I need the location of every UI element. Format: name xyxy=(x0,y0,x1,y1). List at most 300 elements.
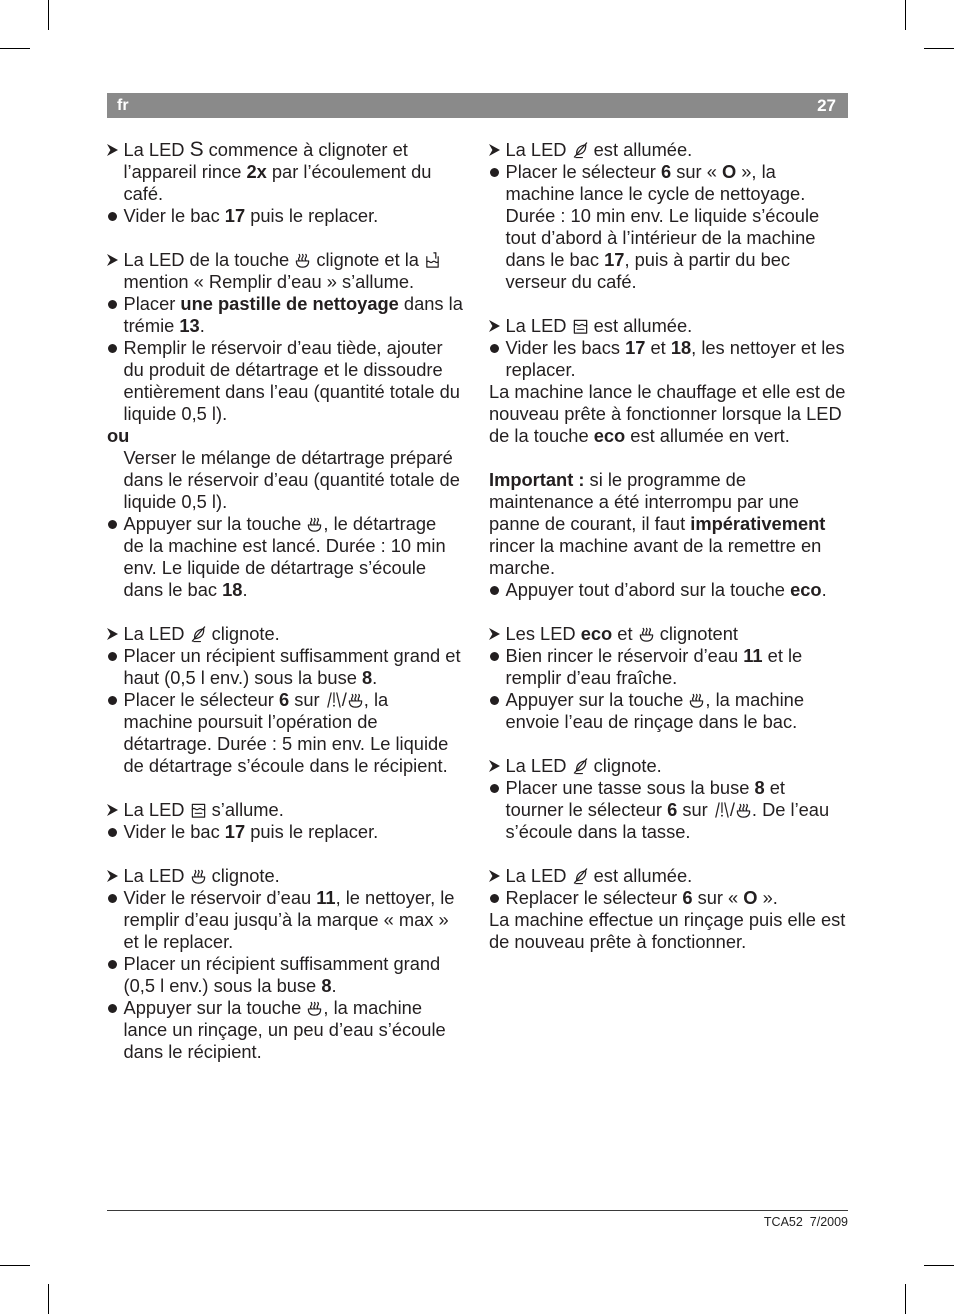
text-line xyxy=(489,403,849,425)
text-line xyxy=(506,139,850,161)
clean-icon xyxy=(190,625,207,643)
alternative-instruction xyxy=(107,425,470,513)
text-run: café. xyxy=(123,183,164,204)
text-line xyxy=(124,865,470,887)
step-item xyxy=(489,887,849,909)
text-line xyxy=(489,909,849,931)
text-run: sur « xyxy=(692,887,744,908)
text-run: de la touche xyxy=(489,425,594,446)
text-line xyxy=(506,249,850,271)
text-run: Replacer le sélecteur xyxy=(505,887,683,908)
text-run: . xyxy=(372,667,378,688)
result-item xyxy=(489,315,849,337)
text-run: La machine effectue un rinçage puis elle est xyxy=(489,909,846,930)
text-run: sur xyxy=(677,799,713,820)
text-run: La LED xyxy=(505,139,572,160)
text-run: Bien rincer le réservoir d’eau xyxy=(505,645,744,666)
text-run: machine poursuit l’opération de xyxy=(123,711,378,732)
text-line xyxy=(124,293,470,315)
text-run: Durée : 10 min env. Le liquide s’écoule xyxy=(505,205,820,226)
text-line xyxy=(489,535,849,557)
text-run: . xyxy=(821,579,827,600)
alternative-label xyxy=(107,425,469,447)
text-run: machine lance le cycle de nettoyage. xyxy=(505,183,806,204)
text-line xyxy=(506,315,850,337)
text-run: maintenance a été interrompu par une xyxy=(489,491,799,512)
text-run: clignote. xyxy=(206,865,280,886)
text-line xyxy=(506,667,850,689)
step-item xyxy=(107,689,469,777)
text-line xyxy=(506,755,850,777)
crop-mark xyxy=(924,1265,954,1266)
text-run: La LED xyxy=(505,865,572,886)
text-run: ». xyxy=(757,887,778,908)
text-run: . xyxy=(331,975,337,996)
step-item xyxy=(489,337,849,381)
bullet-icon xyxy=(108,696,117,705)
bold-text: 6 xyxy=(660,161,672,182)
text-line xyxy=(506,161,850,183)
text-line xyxy=(124,315,470,337)
steam-icon xyxy=(325,691,342,709)
text-run: Placer un récipient suffisamment grand et xyxy=(123,645,461,666)
arrow-icon xyxy=(107,870,118,882)
bold-text: impérativement xyxy=(690,513,826,534)
text-run: verseur du café. xyxy=(505,271,637,292)
bold-text: Important : xyxy=(489,469,585,490)
text-run: lance un rinçage, un peu d’eau s’écoule xyxy=(123,1019,446,1040)
bold-text: 13 xyxy=(179,315,200,336)
text-line xyxy=(506,623,850,645)
text-run: sur « xyxy=(671,161,722,182)
text-line xyxy=(124,645,470,667)
text-run: , le détartrage xyxy=(323,513,437,534)
text-line xyxy=(506,337,850,359)
text-line xyxy=(124,359,470,381)
text-run: envoie l’eau de rinçage dans le bac. xyxy=(505,711,798,732)
text-run: et xyxy=(764,777,785,798)
text-line xyxy=(124,205,470,227)
result-item xyxy=(489,865,849,887)
text-line xyxy=(124,183,470,205)
text-line xyxy=(124,139,470,161)
bold-text: 8 xyxy=(321,975,332,996)
text-line xyxy=(489,513,849,535)
bullet-icon xyxy=(108,344,117,353)
language-code: fr xyxy=(117,97,129,114)
text-run: et le xyxy=(762,645,803,666)
text-run: de nouveau prête à fonctionner. xyxy=(489,931,747,952)
crop-mark xyxy=(0,1265,30,1266)
instruction-group xyxy=(489,469,849,601)
page-number: 27 xyxy=(817,96,836,115)
text-line xyxy=(124,557,470,579)
text-run: et xyxy=(645,337,671,358)
text-run: remplir d’eau fraîche. xyxy=(505,667,678,688)
bold-text: 18 xyxy=(670,337,692,358)
right-column xyxy=(489,139,849,953)
text-run: Vider le bac xyxy=(123,205,225,226)
arrow-icon xyxy=(489,628,500,640)
step-item xyxy=(489,579,849,601)
clean-icon xyxy=(572,141,589,159)
instruction-group xyxy=(107,623,469,777)
result-item xyxy=(107,799,469,821)
text-run: Placer un récipient suffisamment grand xyxy=(123,953,441,974)
text-line xyxy=(489,425,849,447)
bullet-icon xyxy=(490,652,499,661)
crop-mark xyxy=(48,0,49,30)
text-run: . xyxy=(199,315,205,336)
text-run: par l’écoulement du xyxy=(266,161,432,182)
text-run: Verser le mélange de détartrage préparé xyxy=(123,447,453,468)
bullet-icon xyxy=(108,828,117,837)
text-line xyxy=(124,997,470,1019)
note-paragraph xyxy=(489,909,849,953)
bold-text: 17 xyxy=(625,337,646,358)
page-header-bar xyxy=(107,93,848,118)
text-run: et xyxy=(612,623,638,644)
step-item xyxy=(107,337,469,513)
bold-text: eco xyxy=(593,425,626,446)
alternative-label-text: ou xyxy=(107,425,130,446)
text-run: , la xyxy=(363,689,389,710)
bullet-icon xyxy=(108,894,117,903)
text-run: clignote. xyxy=(206,623,280,644)
step-item xyxy=(489,645,849,689)
text-run: dans le bac xyxy=(505,249,605,270)
text-line xyxy=(489,469,849,491)
descale-icon xyxy=(190,867,207,885)
bold-text: une pastille de nettoyage xyxy=(180,293,399,314)
text-run: est allumée. xyxy=(588,315,693,336)
step-item xyxy=(107,953,469,997)
text-line xyxy=(489,381,849,403)
text-run: liquide 0,5 l). xyxy=(123,403,228,424)
bullet-icon xyxy=(108,520,117,529)
text-run: (0,5 l env.) sous la buse xyxy=(123,975,322,996)
arrow-icon xyxy=(489,870,500,882)
step-item xyxy=(107,821,469,843)
text-run: Appuyer sur la touche xyxy=(123,513,307,534)
text-line xyxy=(506,227,850,249)
text-run: puis le replacer. xyxy=(245,821,379,842)
text-line xyxy=(124,513,470,535)
text-run: replacer. xyxy=(505,359,576,380)
text-run: La LED xyxy=(123,799,190,820)
text-run: , le nettoyer, le xyxy=(335,887,455,908)
s-symbol: S xyxy=(189,138,204,161)
text-line xyxy=(506,799,850,821)
text-run: La LED xyxy=(505,755,572,776)
text-line xyxy=(489,557,849,579)
text-line xyxy=(506,271,850,293)
bold-text: 18 xyxy=(222,579,243,600)
text-run: si le programme de xyxy=(584,469,747,490)
text-run: Appuyer sur la touche xyxy=(505,689,689,710)
descale-icon xyxy=(306,515,323,533)
text-run: l’appareil rince xyxy=(123,161,247,182)
text-line xyxy=(124,755,470,777)
crop-mark xyxy=(48,1284,49,1314)
text-run: puis le replacer. xyxy=(245,205,379,226)
bullet-icon xyxy=(108,1004,117,1013)
text-run: tout d’abord à l’intérieur de la machine xyxy=(505,227,816,248)
text-run: dans la xyxy=(398,293,463,314)
text-run: Vider le bac xyxy=(123,821,225,842)
bold-text: 6 xyxy=(682,887,693,908)
text-run: dans le réservoir d’eau (quantité totale de xyxy=(123,469,460,490)
text-line xyxy=(124,667,470,689)
text-line xyxy=(124,799,470,821)
text-run: mention « Remplir d’eau » s’allume. xyxy=(123,271,415,292)
text-line xyxy=(124,337,470,359)
crop-mark xyxy=(905,1284,906,1314)
text-run: de la machine est lancé. Durée : 10 min xyxy=(123,535,446,556)
text-run: env. Le liquide de détartrage s’écoule xyxy=(123,557,427,578)
water-tank-icon xyxy=(424,251,441,269)
text-run: commence à clignoter et xyxy=(203,139,408,160)
text-run: marche. xyxy=(489,557,556,578)
text-run: / xyxy=(729,799,735,820)
descale-icon xyxy=(688,691,705,709)
arrow-icon xyxy=(107,254,118,266)
text-run: La LED xyxy=(123,865,190,886)
text-run: haut (0,5 l env.) sous la buse xyxy=(123,667,362,688)
step-item xyxy=(107,887,469,953)
footer-date: 7/2009 xyxy=(809,1215,848,1229)
result-item xyxy=(107,623,469,645)
drip-tray-icon xyxy=(190,801,207,819)
text-line xyxy=(489,491,849,513)
bold-text: 11 xyxy=(743,645,763,666)
text-run: est allumée. xyxy=(588,865,693,886)
text-run: rincer la machine avant de la remettre en xyxy=(489,535,822,556)
text-run: entièrement dans l’eau (quantité totale du xyxy=(123,381,460,402)
footer-rule xyxy=(107,1210,848,1211)
crop-mark xyxy=(0,48,30,49)
bold-text: 8 xyxy=(361,667,373,688)
text-run: Appuyer sur la touche xyxy=(123,997,307,1018)
text-run: La machine lance le chauffage et elle est de xyxy=(489,381,846,402)
text-line xyxy=(489,931,849,953)
left-column xyxy=(107,139,469,1063)
text-line xyxy=(124,469,470,491)
text-run: détartrage. Durée : 5 min env. Le liquide xyxy=(123,733,449,754)
bold-text: O xyxy=(721,161,737,182)
text-run: La LED de la touche xyxy=(123,249,295,270)
instruction-group xyxy=(489,623,849,733)
text-run: La LED xyxy=(505,315,572,336)
text-run: Vider les bacs xyxy=(505,337,626,358)
bullet-icon xyxy=(108,652,117,661)
text-run: , puis à partir du bec xyxy=(624,249,791,270)
text-run: La LED xyxy=(123,623,190,644)
bold-text: 6 xyxy=(278,689,290,710)
instruction-group xyxy=(489,315,849,447)
text-run: , les nettoyer et les xyxy=(691,337,845,358)
arrow-icon xyxy=(489,144,500,156)
step-item xyxy=(107,645,469,689)
note-paragraph xyxy=(489,381,849,447)
arrow-icon xyxy=(107,804,118,816)
step-item xyxy=(489,777,849,843)
text-line xyxy=(124,491,470,513)
text-line xyxy=(124,249,470,271)
bold-text: eco xyxy=(580,623,613,644)
text-run: s’écoule dans la tasse. xyxy=(505,821,691,842)
text-run: clignote et la xyxy=(311,249,425,270)
text-line xyxy=(506,359,850,381)
text-line xyxy=(124,271,470,293)
instruction-group xyxy=(107,249,469,601)
text-line xyxy=(124,931,470,953)
text-run: clignote. xyxy=(588,755,662,776)
clean-icon xyxy=(572,867,589,885)
text-run: Placer xyxy=(123,293,181,314)
bold-text: 2x xyxy=(246,161,267,182)
text-run: , la machine xyxy=(323,997,422,1018)
text-line xyxy=(124,909,470,931)
descale-icon xyxy=(347,691,364,709)
text-run: », la xyxy=(736,161,776,182)
text-line xyxy=(124,535,470,557)
text-line xyxy=(124,447,470,469)
text-run: de détartrage s’écoule dans le récipient. xyxy=(123,755,448,776)
crop-mark xyxy=(905,0,906,30)
instruction-group xyxy=(107,799,469,843)
bullet-icon xyxy=(490,696,499,705)
footer-model: TCA52 xyxy=(763,1215,803,1229)
result-item xyxy=(489,139,849,161)
text-run: s’allume. xyxy=(206,799,284,820)
text-line xyxy=(506,205,850,227)
text-line xyxy=(124,161,470,183)
step-item xyxy=(107,293,469,337)
text-run: Appuyer tout d’abord sur la touche xyxy=(505,579,791,600)
result-item xyxy=(107,865,469,887)
text-run: La LED xyxy=(123,139,190,160)
bullet-icon xyxy=(108,212,117,221)
text-run: Placer une tasse sous la buse xyxy=(505,777,755,798)
text-run: clignotent xyxy=(654,623,738,644)
text-line xyxy=(124,1019,470,1041)
step-item xyxy=(489,161,849,293)
arrow-icon xyxy=(107,628,118,640)
text-run: est allumée en vert. xyxy=(625,425,790,446)
result-item xyxy=(107,139,469,205)
bullet-icon xyxy=(108,960,117,969)
bold-text: 17 xyxy=(224,205,246,226)
text-run: dans le bac xyxy=(123,579,223,600)
text-run: Les LED xyxy=(505,623,581,644)
text-run: Vider le réservoir d’eau xyxy=(123,887,317,908)
text-run: du produit de détartrage et le dissoudre xyxy=(123,359,443,380)
step-item xyxy=(107,205,469,227)
text-run: est allumée. xyxy=(588,139,693,160)
text-line xyxy=(124,381,470,403)
text-run: Placer le sélecteur xyxy=(505,161,661,182)
text-line xyxy=(124,623,470,645)
text-run: , la machine xyxy=(705,689,804,710)
clean-icon xyxy=(572,757,589,775)
text-run: trémie xyxy=(123,315,180,336)
drip-tray-icon xyxy=(572,317,589,335)
text-line xyxy=(506,579,850,601)
text-line xyxy=(506,777,850,799)
bullet-icon xyxy=(490,344,499,353)
result-item xyxy=(107,249,469,293)
text-line xyxy=(124,821,470,843)
descale-icon xyxy=(306,999,323,1017)
bullet-icon xyxy=(490,586,499,595)
instruction-group xyxy=(489,139,849,293)
text-line xyxy=(506,821,850,843)
text-line xyxy=(124,953,470,975)
text-run: remplir d’eau jusqu’à la marque « max » xyxy=(123,909,449,930)
text-run: / xyxy=(341,689,347,710)
arrow-icon xyxy=(107,144,118,156)
text-run: dans le récipient. xyxy=(123,1041,262,1062)
result-item xyxy=(489,623,849,645)
note-paragraph xyxy=(489,469,849,579)
text-line xyxy=(124,975,470,997)
footer xyxy=(764,1214,848,1230)
arrow-icon xyxy=(489,760,500,772)
bold-text: 17 xyxy=(604,249,625,270)
bold-text: 11 xyxy=(316,887,336,908)
text-line xyxy=(506,689,850,711)
step-item xyxy=(107,997,469,1063)
descale-icon xyxy=(735,801,752,819)
text-line xyxy=(506,865,850,887)
bullet-icon xyxy=(490,784,499,793)
text-run: nouveau prête à fonctionner lorsque la LED xyxy=(489,403,842,424)
bold-text: O xyxy=(743,887,758,908)
descale-icon xyxy=(294,251,311,269)
step-item xyxy=(107,513,469,601)
text-run: sur xyxy=(289,689,325,710)
descale-icon xyxy=(638,625,655,643)
bold-text: 8 xyxy=(754,777,765,798)
text-run: Remplir le réservoir d’eau tiède, ajouter xyxy=(123,337,443,358)
bold-text: 6 xyxy=(667,799,678,820)
text-run: et le replacer. xyxy=(123,931,234,952)
text-run: tourner le sélecteur xyxy=(505,799,668,820)
text-line xyxy=(124,403,470,425)
steam-icon xyxy=(713,801,730,819)
instruction-group xyxy=(489,755,849,843)
text-line xyxy=(124,689,470,711)
text-line xyxy=(124,579,470,601)
text-line xyxy=(506,183,850,205)
text-run: . De l’eau xyxy=(751,799,830,820)
text-run: panne de courant, il faut xyxy=(489,513,691,534)
text-line xyxy=(124,711,470,733)
text-line xyxy=(124,887,470,909)
result-item xyxy=(489,755,849,777)
bullet-icon xyxy=(490,168,499,177)
text-line xyxy=(506,645,850,667)
step-item xyxy=(489,689,849,733)
bold-text: 17 xyxy=(224,821,246,842)
instruction-group xyxy=(107,865,469,1063)
bullet-icon xyxy=(490,894,499,903)
text-run: liquide 0,5 l). xyxy=(123,491,228,512)
text-run: Placer le sélecteur xyxy=(123,689,279,710)
text-line xyxy=(506,887,850,909)
text-line xyxy=(124,733,470,755)
